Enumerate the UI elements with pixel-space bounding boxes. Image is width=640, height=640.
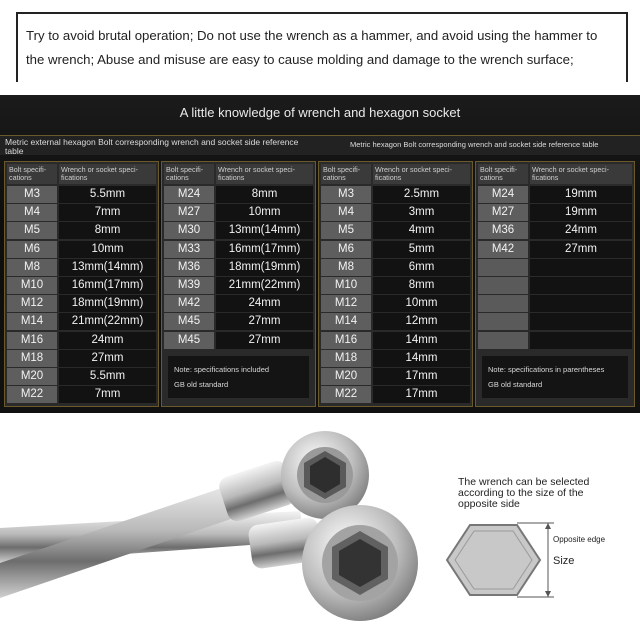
- bolt-spec-cell: M39: [164, 277, 214, 294]
- bolt-spec-cell: M18: [321, 350, 371, 367]
- table-external-a: [4, 161, 159, 407]
- table-internal-a: [318, 161, 473, 407]
- wrench-spec-cell: 16mm(17mm): [216, 241, 313, 258]
- empty-cell: [530, 277, 632, 294]
- size-label: Size: [553, 555, 575, 567]
- bolt-spec-cell: M10: [321, 277, 371, 294]
- col-header-bolt: Bolt specifi-cations: [164, 164, 214, 184]
- hex-nut-icon: [447, 525, 540, 595]
- bolt-spec-cell: M8: [7, 259, 57, 276]
- bolt-spec-cell: M45: [164, 313, 214, 330]
- wrench-spec-cell: 6mm: [373, 259, 470, 276]
- bolt-spec-cell: M33: [164, 241, 214, 258]
- wrench-spec-cell: 13mm(14mm): [59, 259, 156, 276]
- wrench-spec-cell: 7mm: [59, 386, 156, 403]
- wrench-spec-cell: 18mm(19mm): [59, 295, 156, 312]
- bolt-spec-cell: M14: [321, 313, 371, 330]
- warning-notice: [16, 12, 628, 82]
- external-table-caption: Metric external hexagon Bolt corresponding wrench and socket side reference table: [5, 137, 299, 156]
- table-note: [482, 356, 628, 398]
- bolt-spec-cell: M22: [321, 386, 371, 403]
- bolt-spec-cell: M6: [321, 241, 371, 258]
- bolt-spec-cell: M30: [164, 222, 214, 239]
- selection-annotation: The wrench can be selected according to the size of the opposite side: [458, 476, 590, 510]
- table-header-bar: [0, 135, 640, 155]
- wrench-spec-cell: 17mm: [373, 368, 470, 385]
- bolt-spec-cell: M45: [164, 332, 214, 349]
- bolt-spec-cell: M27: [164, 204, 214, 221]
- table-internal-b: [475, 161, 635, 407]
- notice-line-1: Try to avoid brutal operation; Do not use the wrench as a hammer, and avoid using the hammer to: [26, 28, 598, 43]
- wrench-spec-cell: 5mm: [373, 241, 470, 258]
- wrench-spec-cell: 24mm: [530, 222, 632, 239]
- bolt-spec-cell: M36: [478, 222, 528, 239]
- empty-cell: [530, 259, 632, 276]
- bolt-spec-cell: M4: [7, 204, 57, 221]
- table-external-b: [161, 161, 316, 407]
- wrench-spec-cell: 7mm: [59, 204, 156, 221]
- bolt-spec-cell: M16: [7, 332, 57, 349]
- note-line-2: GB old standard: [174, 379, 229, 389]
- wrench-spec-cell: 18mm(19mm): [216, 259, 313, 276]
- note-line-1: Note: specifications included: [174, 364, 270, 374]
- bolt-spec-cell: M18: [7, 350, 57, 367]
- bolt-spec-cell: M3: [321, 186, 371, 203]
- empty-cell: [478, 277, 528, 294]
- bolt-spec-cell: M4: [321, 204, 371, 221]
- bolt-spec-cell: M5: [321, 222, 371, 239]
- wrench-spec-cell: 2.5mm: [373, 186, 470, 203]
- wrench-spec-cell: 21mm(22mm): [59, 313, 156, 330]
- empty-cell: [478, 332, 528, 349]
- wrench-spec-cell: 27mm: [216, 332, 313, 349]
- wrench-spec-cell: 8mm: [373, 277, 470, 294]
- empty-cell: [478, 295, 528, 312]
- wrench-spec-cell: 10mm: [59, 241, 156, 258]
- bolt-spec-cell: M10: [7, 277, 57, 294]
- wrench-spec-cell: 27mm: [530, 241, 632, 258]
- wrench-spec-cell: 16mm(17mm): [59, 277, 156, 294]
- col-header-bolt: Bolt specifi-cations: [478, 164, 528, 184]
- bolt-spec-cell: M12: [321, 295, 371, 312]
- opposite-edge-label: Opposite edge: [553, 535, 606, 544]
- note-line-2: GB old standard: [488, 379, 543, 389]
- wrench-spec-cell: 8mm: [216, 186, 313, 203]
- bolt-spec-cell: M5: [7, 222, 57, 239]
- bolt-spec-cell: M36: [164, 259, 214, 276]
- empty-cell: [478, 313, 528, 330]
- bolt-spec-cell: M20: [321, 368, 371, 385]
- wrench-spec-cell: 8mm: [59, 222, 156, 239]
- col-header-bolt: Bolt specifi-cations: [321, 164, 371, 184]
- table-note: [168, 356, 309, 398]
- bolt-spec-cell: M27: [478, 204, 528, 221]
- col-header-wrench: Wrench or socket speci-fications: [59, 164, 156, 184]
- empty-cell: [478, 259, 528, 276]
- wrench-spec-cell: 10mm: [216, 204, 313, 221]
- note-line-1: Note: specifications in parentheses: [488, 364, 605, 374]
- panel-title: A little knowledge of wrench and hexagon socket: [179, 105, 461, 120]
- bolt-spec-cell: M6: [7, 241, 57, 258]
- bolt-spec-cell: M16: [321, 332, 371, 349]
- wrench-spec-cell: 17mm: [373, 386, 470, 403]
- wrench-spec-cell: 21mm(22mm): [216, 277, 313, 294]
- wrench-spec-cell: 27mm: [216, 313, 313, 330]
- wrench-spec-cell: 13mm(14mm): [216, 222, 313, 239]
- internal-table-caption: Metric hexagon Bolt corresponding wrench and socket side reference table: [350, 140, 599, 149]
- col-header-wrench: Wrench or socket speci-fications: [216, 164, 313, 184]
- wrench-spec-cell: 14mm: [373, 332, 470, 349]
- bolt-spec-cell: M42: [478, 241, 528, 258]
- wrench-spec-cell: 12mm: [373, 313, 470, 330]
- notice-line-2: the wrench; Abuse and misuse are easy to cause molding and damage to the wrench surface;: [26, 52, 574, 67]
- hex-nut-diagram: [442, 515, 632, 605]
- empty-cell: [530, 295, 632, 312]
- col-header-wrench: Wrench or socket speci-fications: [373, 164, 470, 184]
- wrench-photo: [0, 413, 440, 640]
- col-header-bolt: Bolt specifi-cations: [7, 164, 57, 184]
- bolt-spec-cell: M24: [478, 186, 528, 203]
- bolt-spec-cell: M20: [7, 368, 57, 385]
- bolt-spec-cell: M12: [7, 295, 57, 312]
- bolt-spec-cell: M8: [321, 259, 371, 276]
- wrench-spec-cell: 19mm: [530, 186, 632, 203]
- wrench-spec-cell: 3mm: [373, 204, 470, 221]
- empty-cell: [530, 313, 632, 330]
- bolt-spec-cell: M22: [7, 386, 57, 403]
- wrench-spec-cell: 14mm: [373, 350, 470, 367]
- reference-panel: [0, 95, 640, 413]
- empty-cell: [530, 332, 632, 349]
- bolt-spec-cell: M3: [7, 186, 57, 203]
- wrench-spec-cell: 5.5mm: [59, 186, 156, 203]
- wrench-spec-cell: 19mm: [530, 204, 632, 221]
- wrench-spec-cell: 5.5mm: [59, 368, 156, 385]
- wrench-spec-cell: 4mm: [373, 222, 470, 239]
- bolt-spec-cell: M42: [164, 295, 214, 312]
- bolt-spec-cell: M14: [7, 313, 57, 330]
- wrench-spec-cell: 24mm: [59, 332, 156, 349]
- wrench-spec-cell: 10mm: [373, 295, 470, 312]
- wrench-spec-cell: 27mm: [59, 350, 156, 367]
- bolt-spec-cell: M24: [164, 186, 214, 203]
- col-header-wrench: Wrench or socket speci-fications: [530, 164, 632, 184]
- wrench-spec-cell: 24mm: [216, 295, 313, 312]
